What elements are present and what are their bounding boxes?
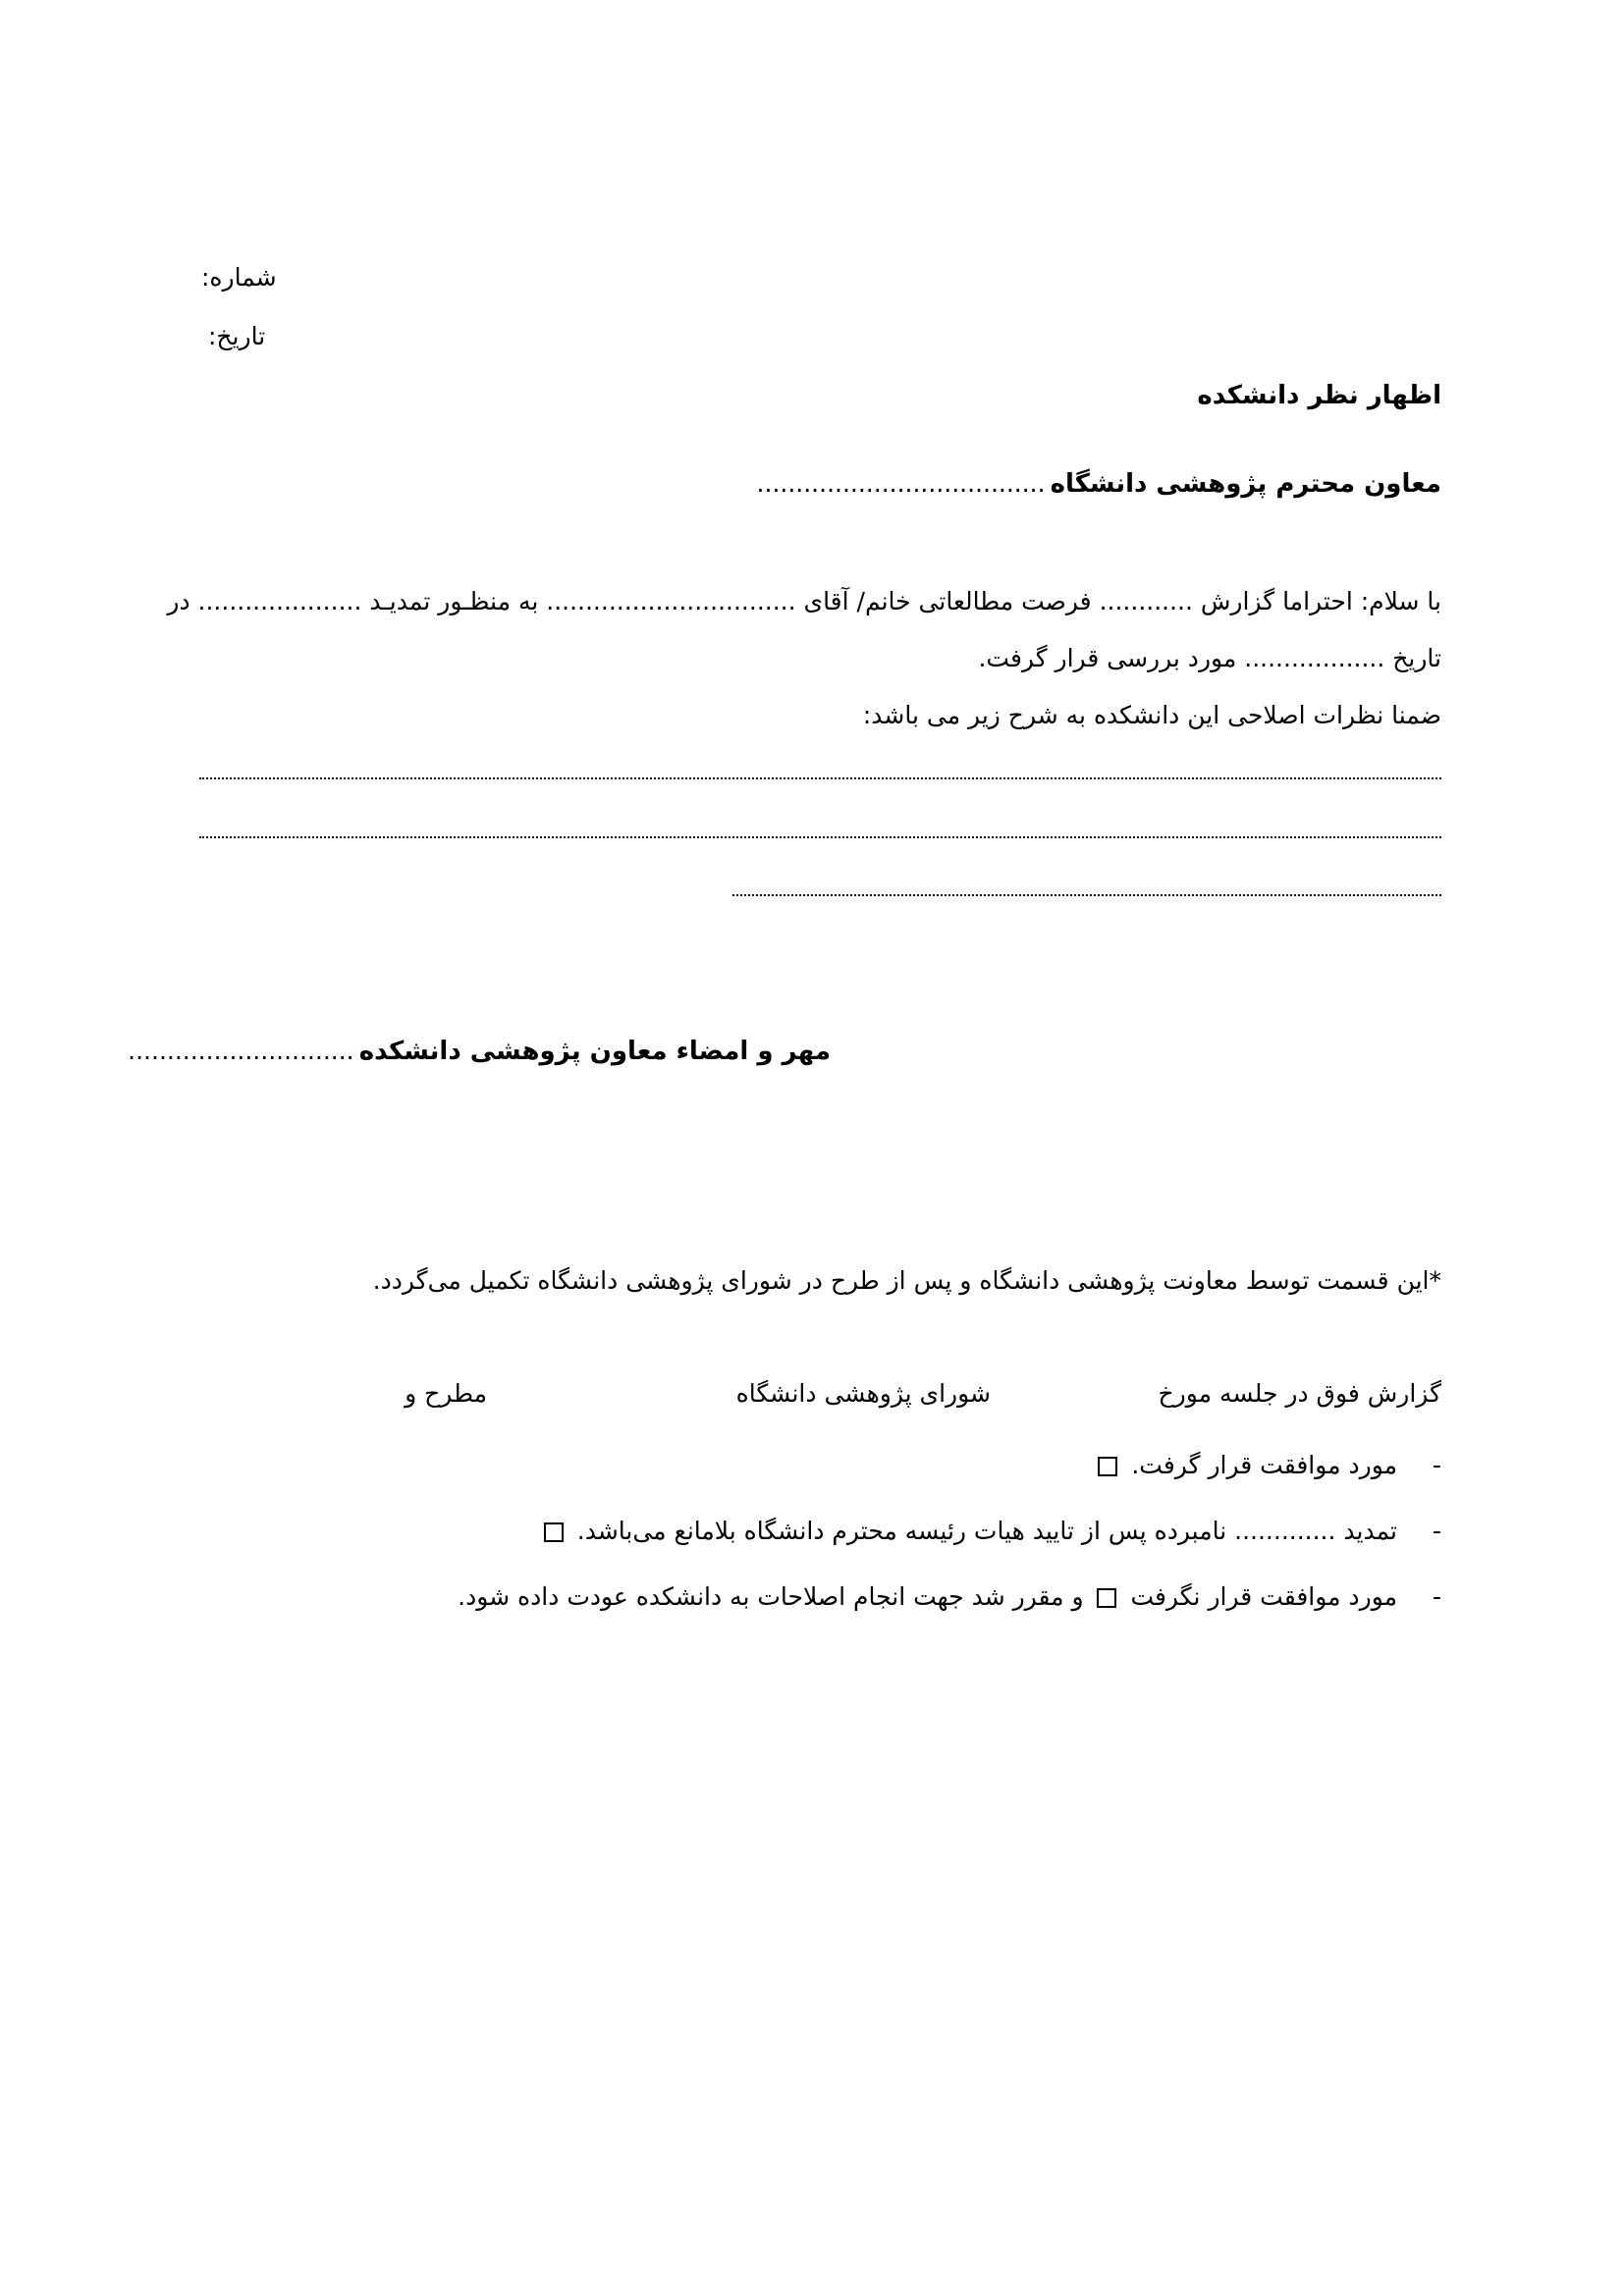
option-rejected-text-after: و مقرر شد جهت انجام اصلاحات به دانشکده عودت داده شود.	[458, 1582, 1084, 1611]
recipient-dots: .....................................	[756, 469, 1046, 498]
option-rejected	[458, 1582, 1441, 1611]
body-line-2: تاریخ .................. مورد بررسی قرار گرفت.	[978, 644, 1441, 672]
rejected-checkbox[interactable]	[1097, 1588, 1116, 1608]
option-approved	[1092, 1451, 1441, 1479]
option-rejected-text-before: مورد موافقت قرار نگرفت	[1130, 1582, 1398, 1611]
option-approved-text: مورد موافقت قرار گرفت.	[1131, 1451, 1398, 1479]
council-part-3: مطرح و	[405, 1379, 487, 1408]
comment-line-3[interactable]	[732, 894, 1441, 896]
form-title: اظهار نظر دانشکده	[1197, 381, 1441, 410]
approved-checkbox[interactable]	[1098, 1457, 1117, 1476]
signature-line	[128, 1037, 831, 1066]
recipient-line	[757, 469, 1441, 499]
signature-text: مهر و امضاء معاون پژوهشی دانشکده	[358, 1037, 831, 1066]
council-part-1: گزارش فوق در جلسه مورخ	[1158, 1379, 1441, 1408]
body-line-1: با سلام: احتراما گزارش ............ فرصت مطالعاتی خانم/ آقای ................................ به منظـور تمدیـد ..................... در	[167, 587, 1441, 615]
number-label: شماره:	[201, 263, 277, 292]
option-extension	[538, 1517, 1441, 1545]
option-dash: -	[1432, 1517, 1441, 1545]
comment-line-1[interactable]	[199, 777, 1441, 779]
council-note: *این قسمت توسط معاونت پژوهشی دانشگاه و پس از طرح در شورای پژوهشی دانشگاه تکمیل می‌گردد.	[372, 1266, 1441, 1295]
extension-checkbox[interactable]	[544, 1522, 564, 1542]
option-extension-text: تمدید ............. نامبرده پس از تایید هیات رئیسه محترم دانشگاه بلامانع می‌باشد.	[576, 1517, 1398, 1545]
signature-dots: .............................	[128, 1037, 354, 1065]
recipient-text: معاون محترم پژوهشی دانشگاه	[1050, 469, 1441, 499]
council-part-2: شورای پژوهشی دانشگاه	[735, 1379, 991, 1408]
comment-line-2[interactable]	[199, 836, 1441, 838]
option-dash: -	[1432, 1582, 1441, 1611]
option-dash: -	[1432, 1451, 1441, 1479]
body-line-3: ضمنا نظرات اصلاحی این دانشکده به شرح زیر می باشد:	[862, 701, 1441, 729]
date-label: تاریخ:	[208, 322, 266, 350]
